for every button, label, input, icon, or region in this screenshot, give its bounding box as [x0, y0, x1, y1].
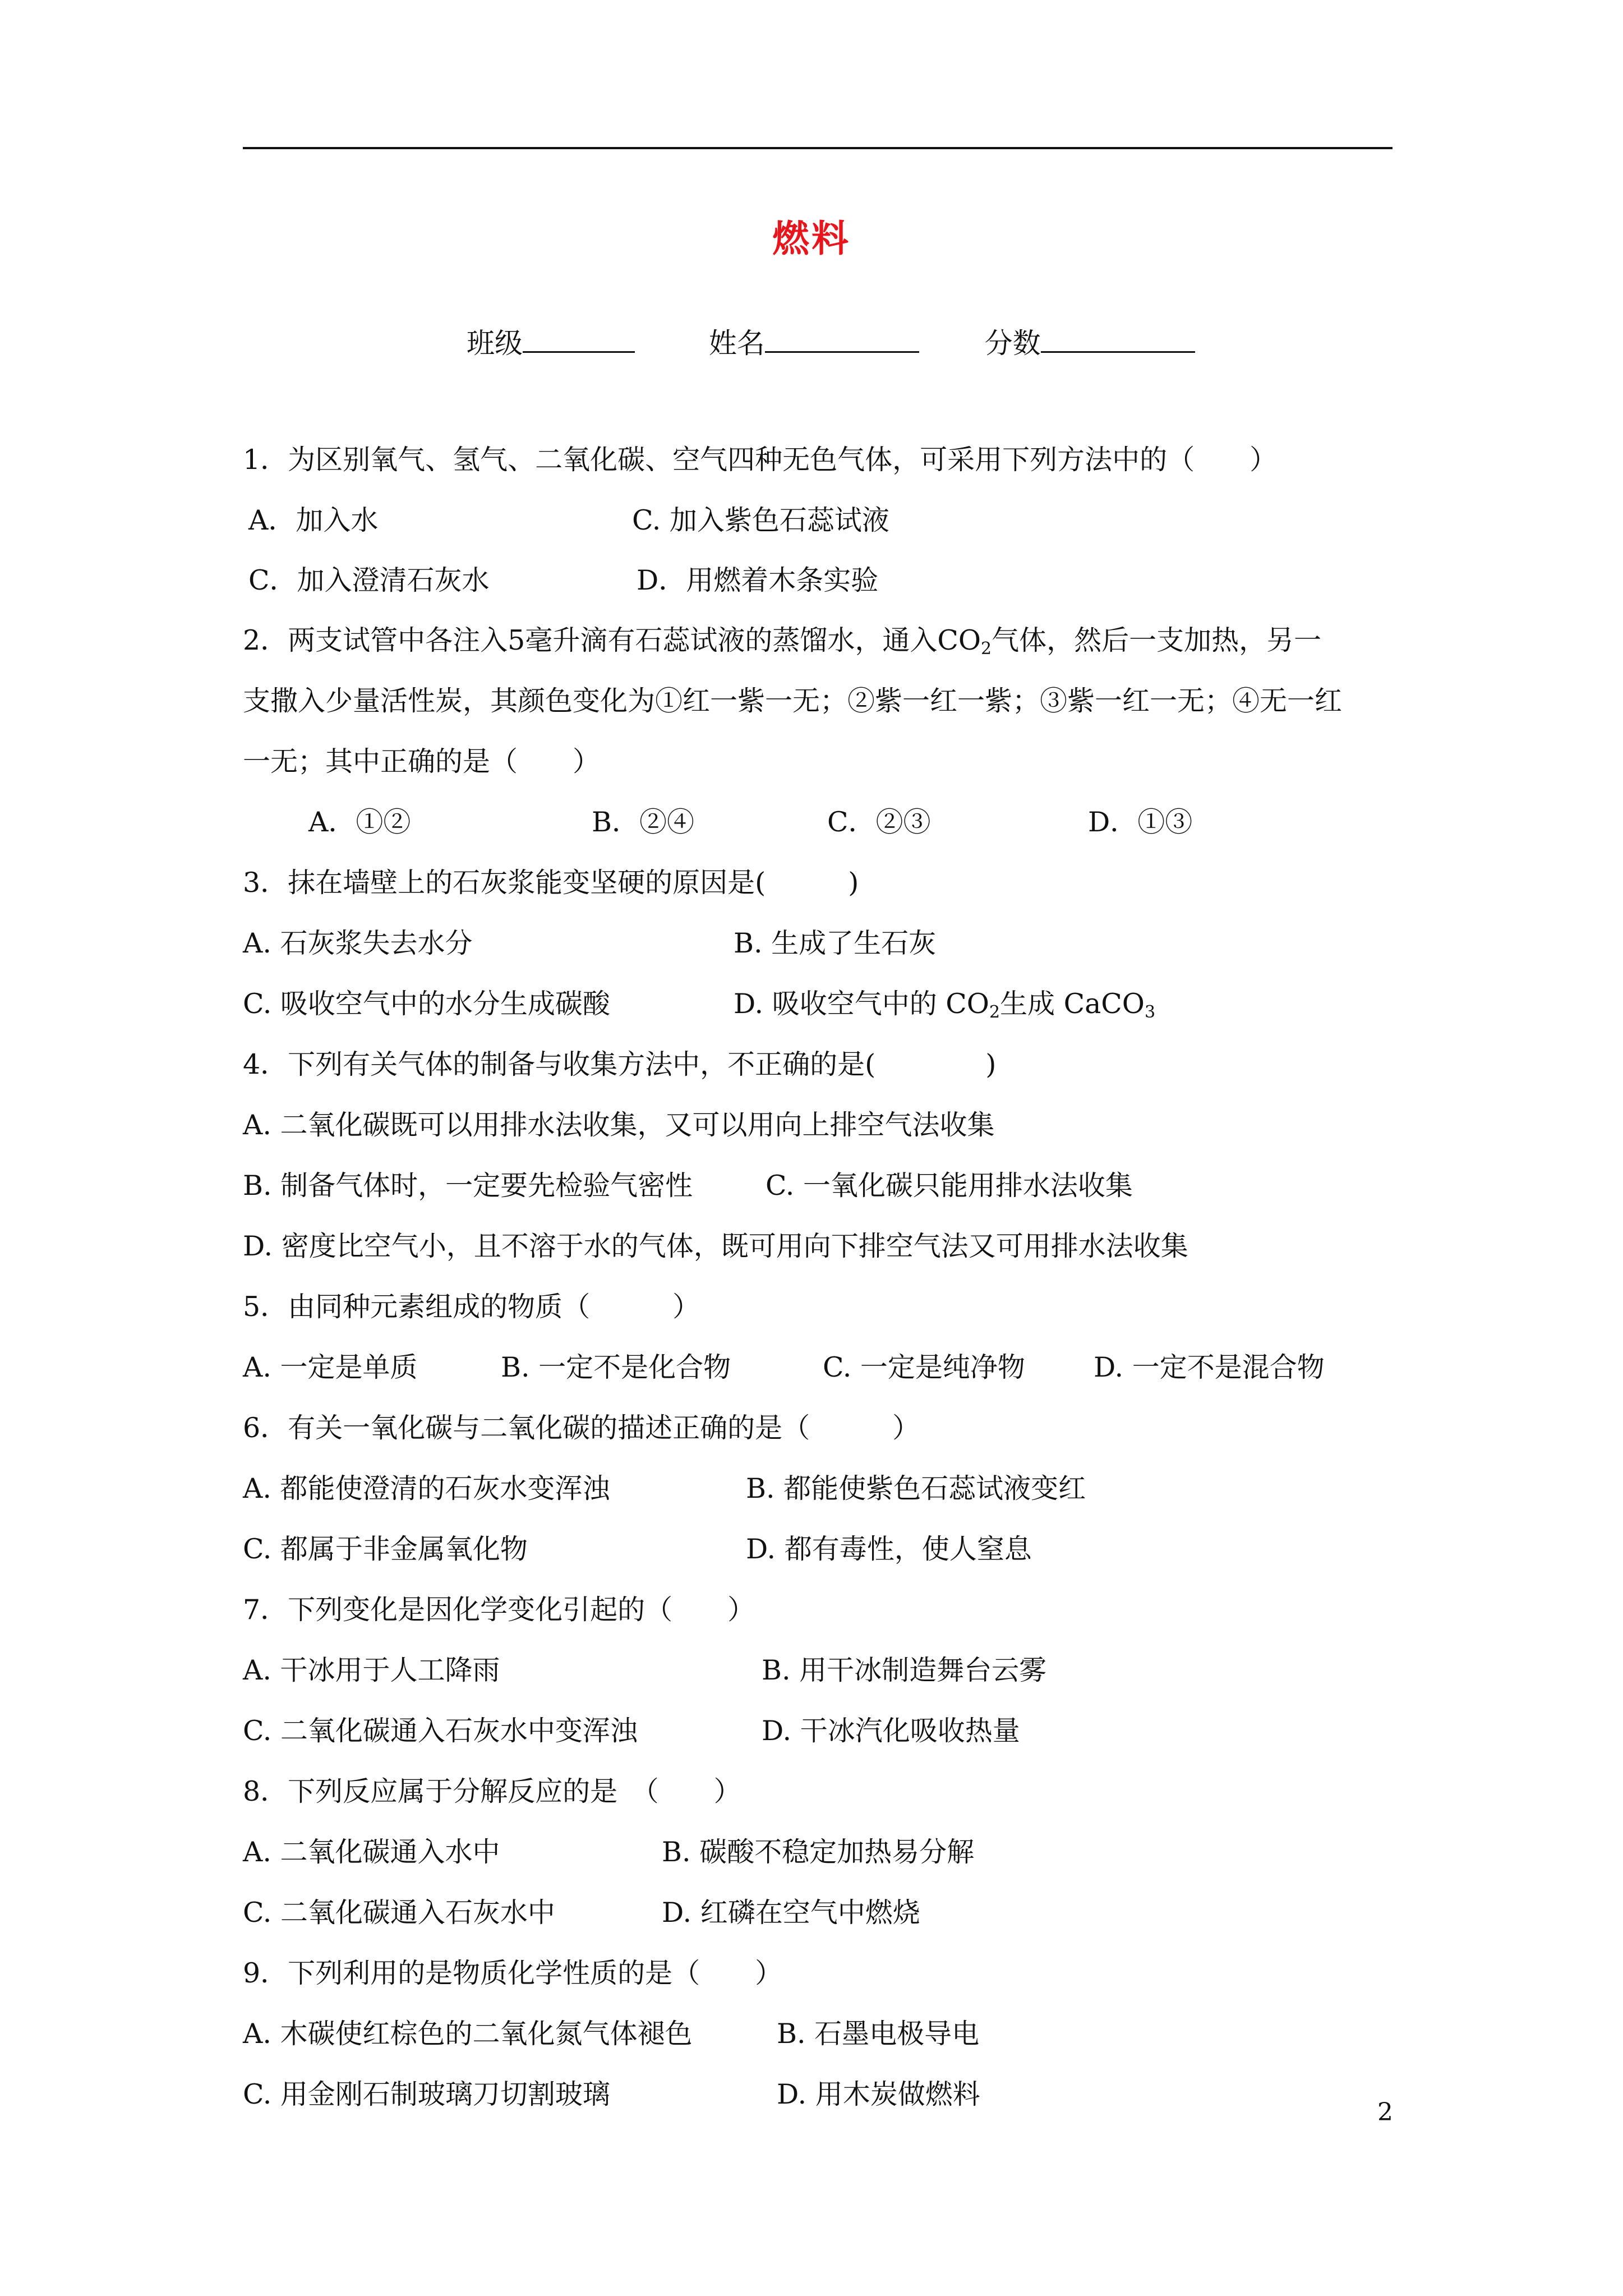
q3-option-c: C. 吸收空气中的水分生成碳酸 — [243, 988, 610, 1020]
q7-option-a: A. 干冰用于人工降雨 — [243, 1654, 500, 1686]
q8-stem: 8．下列反应属于分解反应的是 （ ） — [243, 1775, 741, 1807]
q2-line1-text: 2．两支试管中各注入5毫升滴有石蕊试液的蒸馏水，通入CO — [243, 624, 981, 656]
q2-option-c: C．②③ — [827, 806, 931, 838]
student-info-fields — [467, 321, 1195, 361]
q1-option-c1: C. 加入紫色石蕊试液 — [632, 504, 889, 536]
q5-stem: 5．由同种元素组成的物质（ ） — [243, 1291, 700, 1323]
q3-d-sub2: 3 — [1144, 1002, 1156, 1022]
q7-stem: 7．下列变化是因化学变化引起的（ ） — [243, 1594, 755, 1626]
q5-option-b: B. 一定不是化合物 — [501, 1351, 731, 1383]
name-blank[interactable] — [765, 325, 919, 353]
q6-option-a: A. 都能使澄清的石灰水变浑浊 — [243, 1473, 610, 1504]
top-rule — [243, 147, 1393, 149]
q5-option-c: C. 一定是纯净物 — [823, 1351, 1025, 1383]
q2-option-b: B．②④ — [592, 806, 695, 838]
q6-option-b: B. 都能使紫色石蕊试液变红 — [746, 1473, 1086, 1504]
q6-stem: 6．有关一氧化碳与二氧化碳的描述正确的是（ ） — [243, 1412, 920, 1444]
q4-stem: 4．下列有关气体的制备与收集方法中，不正确的是( ) — [243, 1048, 997, 1080]
class-blank[interactable] — [523, 325, 635, 353]
q2-subscript: 2 — [981, 639, 992, 659]
q4-option-c: C. 一氧化碳只能用排水法收集 — [766, 1170, 1133, 1202]
q1-option-a: A．加入水 — [248, 504, 379, 536]
q5-option-a: A. 一定是单质 — [243, 1351, 418, 1383]
page-title: 燃料 — [772, 217, 851, 260]
q3-stem: 3．抹在墙壁上的石灰浆能变坚硬的原因是( ) — [243, 867, 859, 899]
q9-option-b: B. 石墨电极导电 — [777, 2018, 980, 2050]
q2-stem-line3: 一无；其中正确的是（ ） — [243, 746, 601, 777]
name-label: 姓名 — [708, 327, 765, 360]
q2-option-d: D．①③ — [1088, 806, 1193, 838]
score-blank[interactable] — [1041, 325, 1195, 353]
q9-option-a: A. 木碳使红棕色的二氧化氮气体褪色 — [243, 2018, 693, 2050]
q6-option-d: D. 都有毒性，使人窒息 — [746, 1533, 1032, 1565]
q8-option-c: C. 二氧化碳通入石灰水中 — [243, 1897, 555, 1929]
q2-stem-line1 — [243, 624, 1321, 657]
q4-option-a: A. 二氧化碳既可以用排水法收集，又可以用向上排空气法收集 — [243, 1109, 995, 1141]
q8-option-b: B. 碳酸不稳定加热易分解 — [662, 1836, 975, 1868]
q3-option-a: A. 石灰浆失去水分 — [243, 927, 473, 959]
q4-option-b: B. 制备气体时，一定要先检验气密性 — [243, 1170, 693, 1202]
q1-stem: 1．为区别氧气、氢气、二氧化碳、空气四种无色气体，可采用下列方法中的（ ） — [243, 444, 1278, 476]
q1-option-c2: C．加入澄清石灰水 — [248, 564, 490, 596]
q5-option-d: D. 一定不是混合物 — [1094, 1351, 1325, 1383]
q7-option-c: C. 二氧化碳通入石灰水中变浑浊 — [243, 1715, 638, 1747]
q2-line1-end: 气体，然后一支加热，另一 — [992, 624, 1322, 656]
q3-option-b: B. 生成了生石灰 — [734, 927, 937, 959]
q9-option-c: C. 用金刚石制玻璃刀切割玻璃 — [243, 2078, 610, 2110]
q3-d-pre: D. 吸收空气中的 CO — [734, 988, 989, 1020]
score-label: 分数 — [984, 327, 1041, 360]
q3-option-d — [734, 987, 1155, 1021]
q9-option-d: D. 用木炭做燃料 — [777, 2078, 980, 2110]
class-label: 班级 — [467, 327, 523, 360]
q2-option-a: A．①② — [308, 806, 411, 838]
q7-option-b: B. 用干冰制造舞台云雾 — [762, 1654, 1047, 1686]
q6-option-c: C. 都属于非金属氧化物 — [243, 1533, 528, 1565]
q1-option-d: D．用燃着木条实验 — [637, 564, 879, 596]
q3-d-sub1: 2 — [989, 1002, 1000, 1022]
q4-option-d: D. 密度比空气小，且不溶于水的气体，既可用向下排空气法又可用排水法收集 — [243, 1230, 1188, 1262]
page-number: 2 — [1377, 2098, 1393, 2127]
q8-option-a: A. 二氧化碳通入水中 — [243, 1836, 500, 1868]
q7-option-d: D. 干冰汽化吸收热量 — [762, 1715, 1020, 1747]
q2-stem-line2: 支撒入少量活性炭，其颜色变化为①红一紫一无；②紫一红一紫；③紫一红一无；④无一红 — [243, 685, 1343, 717]
q3-d-mid: 生成 CaCO — [1000, 988, 1145, 1020]
q8-option-d: D. 红磷在空气中燃烧 — [662, 1897, 920, 1929]
q9-stem: 9．下列利用的是物质化学性质的是（ ） — [243, 1957, 783, 1989]
